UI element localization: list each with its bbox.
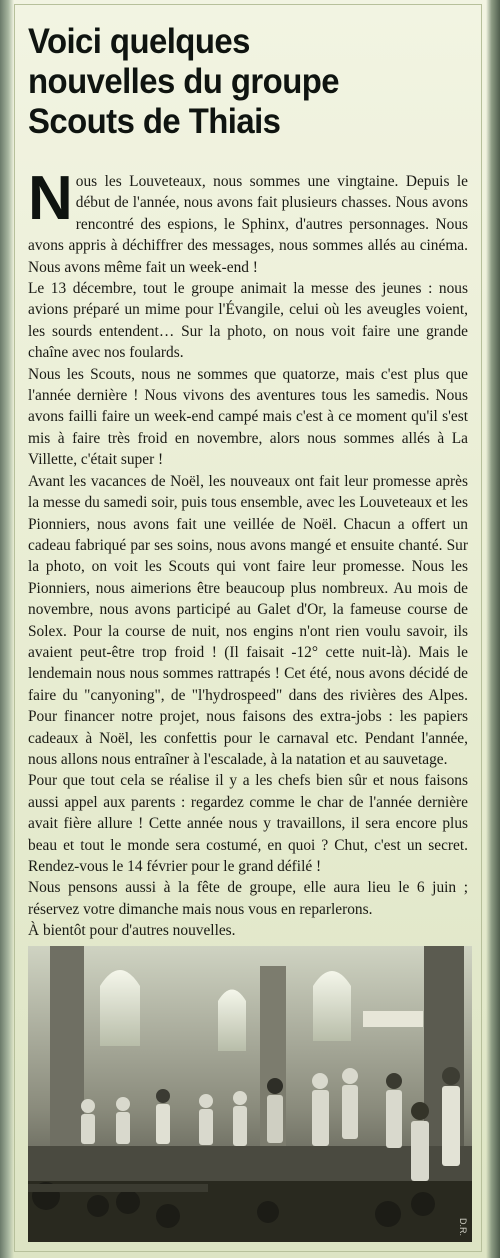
article-paragraph-2: Le 13 décembre, tout le groupe animait la messe des jeunes : nous avions préparé un mime pour l'Évangile, celui où les aveugles voient, les sourds entendent… Sur la photo, on nous voit faire une grande chaîne avec nos foulards. xyxy=(28,280,468,362)
page-edge-left xyxy=(0,0,14,1258)
church-group-photo xyxy=(28,946,472,1242)
headline-line-2: nouvelles du groupe xyxy=(28,62,340,101)
wall-banner xyxy=(363,1011,423,1027)
headline-line-3: Scouts de Thiais xyxy=(28,102,281,141)
article-paragraph-4: Avant les vacances de Noël, les nouveaux ont fait leur promesse après la messe du samedi soir, puis tous ensemble, avec les Louveteaux et les Pionniers, nous avons fait une veillée de Noël. Chacun a offert un cadeau fabriqué par ses soins, nous avons mangé et ensuite chanté. Sur la photo, on voit les Scouts qui vont faire leur promesse. Nous les Pionniers, nous aimerions être beaucoup plus nombreux. Au mois de novembre, nous avons participé au Galet d'Or, la fameuse course de Solex. Pour la course de nuit, nos engins n'ont rien voulu savoir, ils avaient peut-être trop froid ! (Il faisait -12° cette nuit-là). Mais le lendemain nous nous sommes rattrapés ! Cet été, nous avons décidé de faire du "canyoning", de "l'hydrospeed" dans des rivières des Alpes. Pour financer notre projet, nous faisons des extra-jobs : les papiers cadeaux à Noël, les confettis pour le carnaval etc. Pendant l'année, nous allons nous entraîner à l'escalade, à la natation et au sauvetage. xyxy=(28,472,468,768)
pew-left xyxy=(28,1184,208,1192)
page-edge-right xyxy=(486,0,500,1258)
article-paragraph-7: À bientôt pour d'autres nouvelles. xyxy=(28,922,236,940)
paragraph-1-text: ous les Louveteaux, nous sommes une vingtaine. Depuis le début de l'année, nous avons fait plusieurs chasses. Nous avons rencontré des espions, le Sphinx, d'autres personnages. Nous avons appris à déchiffrer des messages, nous sommes allés au cinéma. Nous avons même fait un week-end ! xyxy=(28,173,468,276)
article-paragraph-5: Pour que tout cela se réalise il y a les chefs bien sûr et nous faisons aussi appel aux parents : regardez comme le char de l'année dernière avait fière allure ! Cette année nous y travaillons, il sera encore plus beau et tout le monde sera costumé, en quoi ? Chut, c'est un secret. Rendez-vous le 14 février pour le grand défilé ! xyxy=(28,772,468,875)
altar-step xyxy=(28,1146,472,1186)
article-paragraph-3: Nous les Scouts, nous ne sommes que quatorze, mais c'est plus que l'année dernière ! Nous vivons des aventures tous les samedis. Nous avons failli faire un week-end campé mais c'est à ce moment qu'il s'est mis à faire très froid en novembre, alors nous sommes allés à La Villette, c'était super ! xyxy=(28,365,468,469)
headline-line-1: Voici quelques xyxy=(28,22,250,61)
window-center xyxy=(218,990,246,1052)
photo-credit: D.R. xyxy=(458,1218,468,1236)
article-paragraph-1 xyxy=(28,164,468,278)
article-paragraph-6: Nous pensons aussi à la fête de groupe, elle aura lieu le 6 juin ; réservez votre dimanche mais nous vous en reparlerons. xyxy=(28,879,468,918)
article-body xyxy=(28,164,468,942)
article-headline xyxy=(28,22,442,142)
window-left xyxy=(100,970,140,1046)
pillar-center xyxy=(260,966,286,1176)
photo-illustration xyxy=(28,946,472,1242)
dropcap-letter: N xyxy=(28,164,73,233)
window-right xyxy=(313,971,351,1041)
